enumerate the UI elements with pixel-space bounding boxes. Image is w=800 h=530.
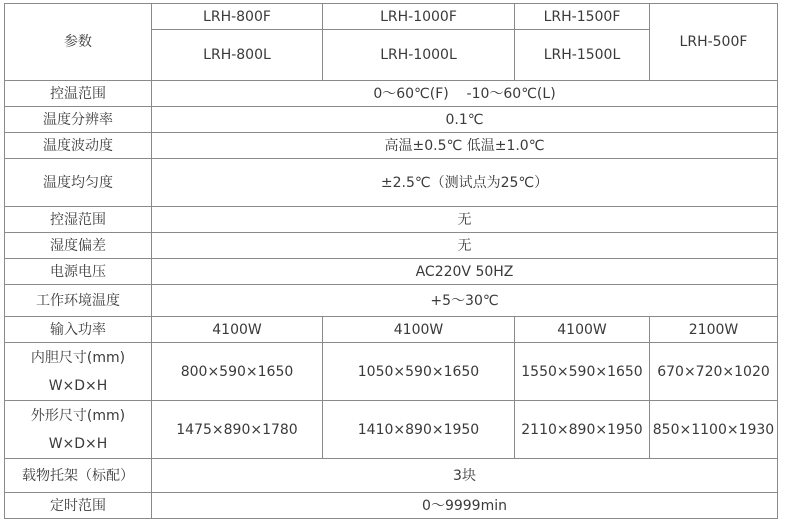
row-label: 输入功率 [5,317,152,343]
row-value: 无 [152,207,778,233]
row-ambient-temp [5,285,778,317]
row-value: 3块 [152,459,778,493]
model-cell: LRH-800F [152,4,323,30]
row-temp-fluctuation [5,133,778,159]
model-cell: LRH-500F [650,4,778,81]
row-input-power [5,317,778,343]
row-temp-uniformity [5,159,778,207]
row-humidity-range [5,207,778,233]
row-label: 湿度偏差 [5,233,152,259]
row-label-line: W×D×H [48,377,108,394]
row-label-line: 外形尺寸(mm) [30,407,126,424]
row-value: ±2.5℃（测试点为25℃） [152,159,778,207]
row-value: 1050×590×1650 [323,343,515,401]
row-value: 0～9999min [152,493,778,519]
row-value: 4100W [323,317,515,343]
row-label: 控温范围 [5,81,152,107]
row-label: 定时范围 [5,493,152,519]
row-value: 4100W [515,317,650,343]
row-temp-resolution [5,107,778,133]
row-label: 载物托架（标配） [5,459,152,493]
row-shelves [5,459,778,493]
row-value: 0～60℃(F) -10～60℃(L) [152,81,778,107]
row-value: AC220V 50HZ [152,259,778,285]
row-label: 温度波动度 [5,133,152,159]
row-value: +5～30℃ [152,285,778,317]
row-humidity-deviation [5,233,778,259]
row-value: 无 [152,233,778,259]
row-label [5,401,152,459]
row-temp-range [5,81,778,107]
row-value: 800×590×1650 [152,343,323,401]
row-value: 2100W [650,317,778,343]
row-power-voltage [5,259,778,285]
row-value: 1550×590×1650 [515,343,650,401]
row-value: 0.1℃ [152,107,778,133]
row-outer-size [5,401,778,459]
model-cell: LRH-1500F [515,4,650,30]
row-value: 1410×890×1950 [323,401,515,459]
row-value: 850×1100×1930 [650,401,778,459]
row-label: 控湿范围 [5,207,152,233]
model-row-top [5,4,778,30]
row-timer-range [5,493,778,519]
param-header: 参数 [5,4,152,81]
row-inner-size [5,343,778,401]
model-cell: LRH-1500L [515,30,650,81]
row-value: 4100W [152,317,323,343]
spec-table [4,3,778,519]
row-value: 1475×890×1780 [152,401,323,459]
row-label: 温度分辨率 [5,107,152,133]
row-value: 670×720×1020 [650,343,778,401]
row-label: 温度均匀度 [5,159,152,207]
model-cell: LRH-800L [152,30,323,81]
model-cell: LRH-1000L [323,30,515,81]
row-value: 2110×890×1950 [515,401,650,459]
model-cell: LRH-1000F [323,4,515,30]
row-label-line: W×D×H [48,435,108,452]
row-label [5,343,152,401]
row-label: 电源电压 [5,259,152,285]
row-label: 工作环境温度 [5,285,152,317]
row-value: 高温±0.5℃ 低温±1.0℃ [152,133,778,159]
row-label-line: 内胆尺寸(mm) [30,349,126,366]
